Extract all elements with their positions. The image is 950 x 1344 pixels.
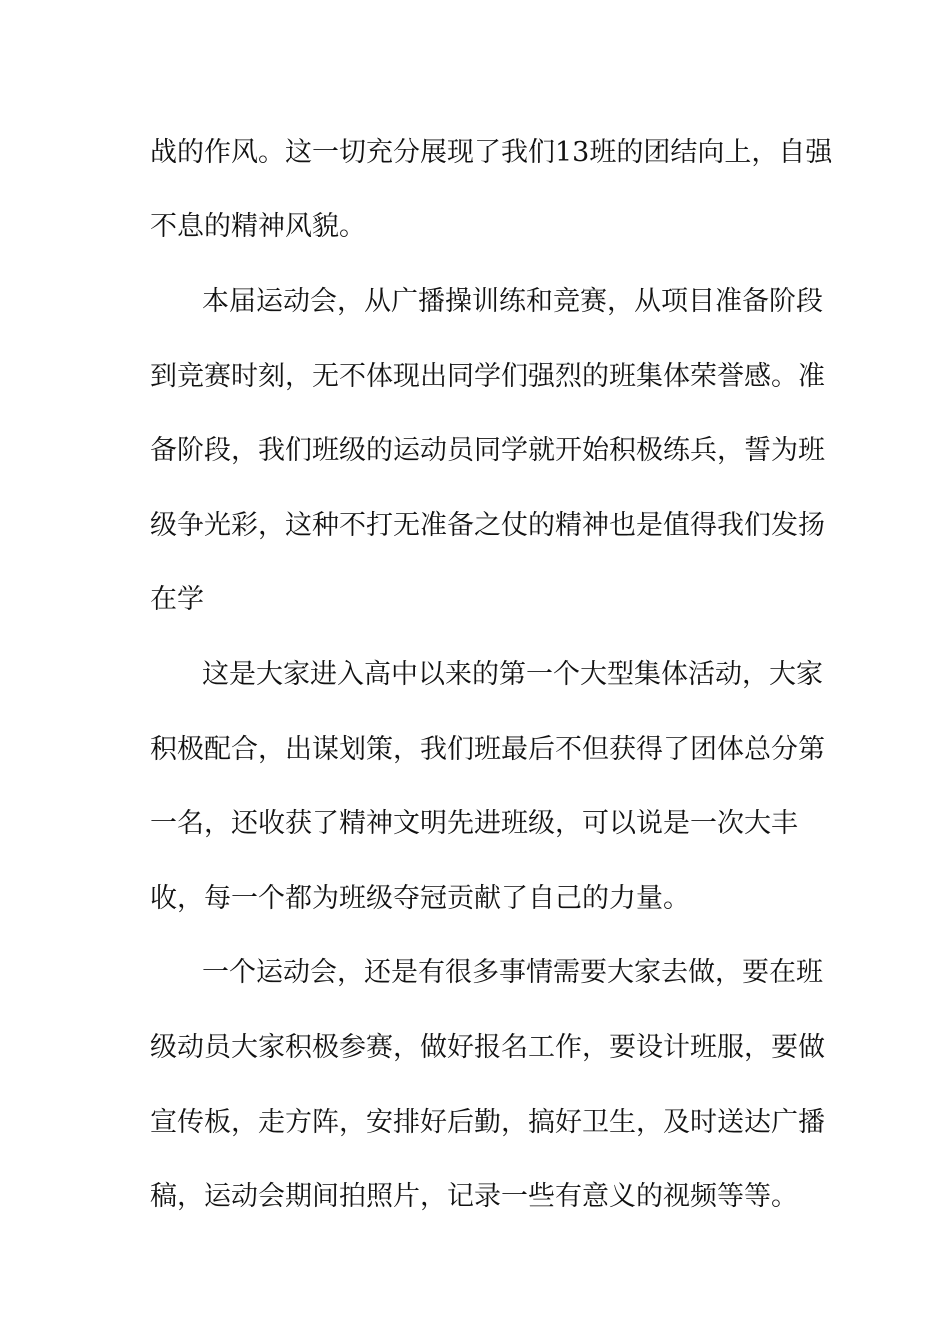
text-line: 级动员大家积极参赛，做好报名工作，要设计班服，要做 bbox=[150, 1032, 825, 1063]
paragraph-first-line: 这是大家进入高中以来的第一个大型集体活动，大家 bbox=[202, 659, 823, 690]
text-line: 在学 bbox=[150, 584, 204, 615]
text-line: 战的作风。这一切充分展现了我们13班的团结向上，自强 bbox=[150, 137, 833, 168]
text-line: 级争光彩，这种不打无准备之仗的精神也是值得我们发扬 bbox=[150, 510, 825, 541]
text-line: 收，每一个都为班级夺冠贡献了自己的力量。 bbox=[150, 883, 690, 914]
text-line: 备阶段，我们班级的运动员同学就开始积极练兵，誓为班 bbox=[150, 435, 825, 466]
text-line: 宣传板，走方阵，安排好后勤，搞好卫生，及时送达广播 bbox=[150, 1107, 825, 1138]
paragraph-first-line: 一个运动会，还是有很多事情需要大家去做，要在班 bbox=[202, 957, 823, 988]
text-line: 不息的精神风貌。 bbox=[150, 211, 366, 242]
paragraph-first-line: 本届运动会，从广播操训练和竞赛，从项目准备阶段 bbox=[202, 286, 823, 317]
text-line: 一名，还收获了精神文明先进班级，可以说是一次大丰 bbox=[150, 808, 798, 839]
text-line: 稿，运动会期间拍照片，记录一些有意义的视频等等。 bbox=[150, 1181, 798, 1212]
text-line: 积极配合，出谋划策，我们班最后不但获得了团体总分第 bbox=[150, 734, 825, 765]
text-line: 到竞赛时刻，无不体现出同学们强烈的班集体荣誉感。准 bbox=[150, 361, 825, 392]
